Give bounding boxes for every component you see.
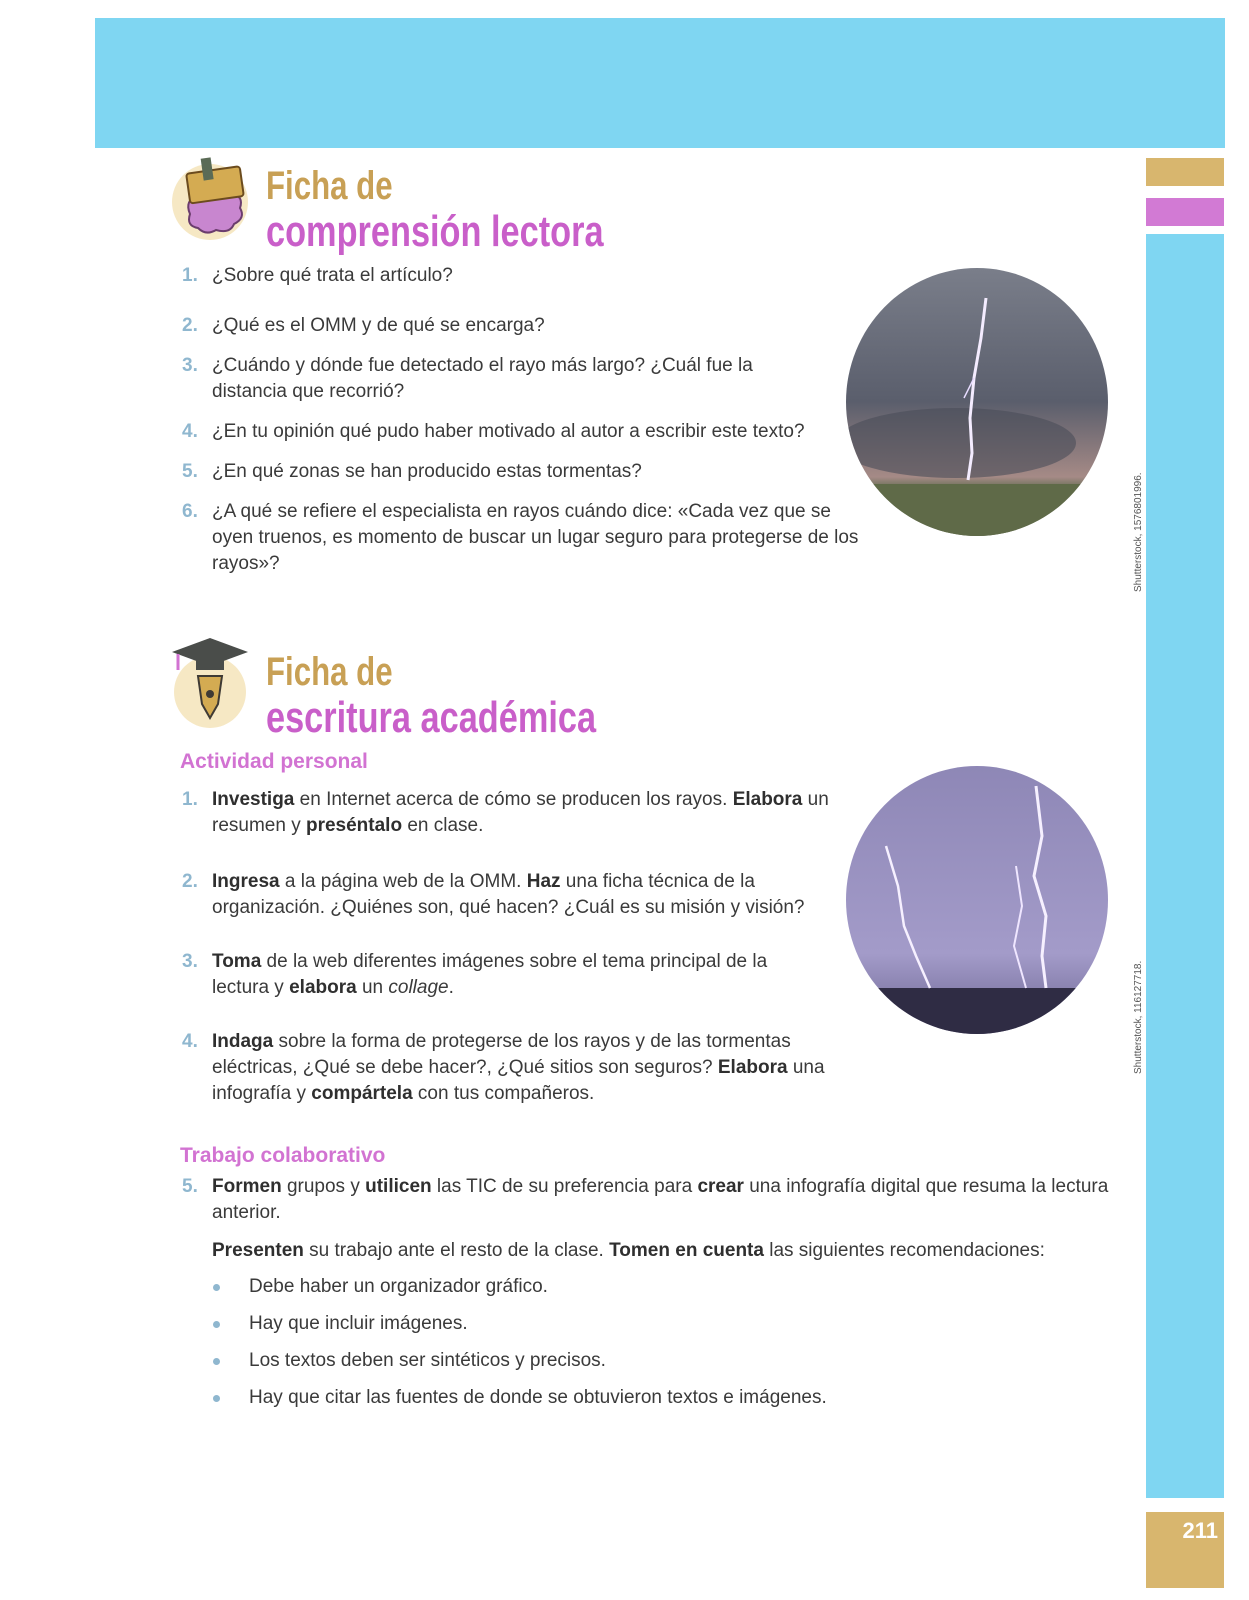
recommendations-list: [249, 1274, 1049, 1411]
comprehension-questions: [182, 263, 859, 577]
book-brain-icon: [168, 148, 258, 253]
collaborative-activity: [182, 1174, 1112, 1264]
list-item: 3. ¿Cuándo y dónde fue detectado el rayo más largo? ¿Cuál fue la distancia que recorrió?: [182, 355, 753, 402]
list-item: 4. ¿En tu opinión qué pudo haber motivado al autor a escribir este texto?: [182, 421, 805, 442]
list-item: 5. Formen grupos y utilicen las TIC de su preferencia para crear una infografía digital que resuma la lectura anterior.: [182, 1176, 1109, 1223]
bullet-icon: [213, 1284, 220, 1291]
personal-activities: [182, 787, 852, 1107]
title-line-1: Ficha de: [266, 650, 393, 694]
section-title: [266, 166, 604, 254]
header-band: [95, 18, 1225, 148]
list-item: 5. ¿En qué zonas se han producido estas tormentas?: [182, 461, 642, 482]
lightning-city-photo: [846, 766, 1108, 1034]
lightning-photo: [846, 268, 1108, 536]
side-band-blue: [1146, 234, 1224, 1498]
title-line-2: comprensión lectora: [266, 207, 604, 256]
side-tab-pink: [1146, 198, 1224, 226]
subhead-collab: Trabajo colaborativo: [180, 1144, 386, 1167]
list-item: 1. ¿Sobre qué trata el artículo?: [182, 265, 453, 286]
bullet-item: Debe haber un organizador gráfico.: [249, 1274, 1049, 1300]
section-title: [266, 652, 596, 740]
photo-credit: Shutterstock, 116127718.: [1133, 960, 1144, 1074]
pen-nib-graduation-cap-icon: [168, 632, 258, 737]
side-tab-gold: [1146, 158, 1224, 186]
bullet-item: Hay que citar las fuentes de donde se obtuvieron textos e imágenes.: [249, 1385, 1049, 1411]
page-number: 211: [1182, 1518, 1218, 1543]
list-item: 6. ¿A qué se refiere el especialista en rayos cuándo dice: «Cada vez que se oyen truenos, es momento de buscar un lugar seguro para protegerse de los rayos»?: [182, 501, 859, 574]
bullet-icon: [213, 1395, 220, 1402]
bullet-item: Hay que incluir imágenes.: [249, 1311, 1049, 1337]
title-line-1: Ficha de: [266, 164, 393, 208]
bullet-icon: [213, 1358, 220, 1365]
list-item: 3. Toma de la web diferentes imágenes sobre el tema principal de la lectura y elabora un collage.: [182, 951, 768, 998]
bullet-item: Los textos deben ser sintéticos y precisos.: [249, 1348, 1049, 1374]
instructions: Presenten su trabajo ante el resto de la clase. Tomen en cuenta las siguientes recomendaciones:: [212, 1240, 1045, 1261]
subhead-personal: Actividad personal: [180, 750, 368, 773]
bullet-icon: [213, 1321, 220, 1328]
list-item: 4. Indaga sobre la forma de protegerse de los rayos y de las tormentas eléctricas, ¿Qué se debe hacer?, ¿Qué sitios son seguros? Elabora una infografía y compártela con tus compañeros.: [182, 1031, 825, 1104]
list-item: 2. ¿Qué es el OMM y de qué se encarga?: [182, 315, 545, 336]
list-item: 2. Ingresa a la página web de la OMM. Haz una ficha técnica de la organización. ¿Quiénes son, qué hacen? ¿Cuál es su misión y visión?: [182, 871, 805, 918]
title-line-2: escritura académica: [266, 693, 597, 742]
list-item: 1. Investiga en Internet acerca de cómo se producen los rayos. Elabora un resumen y preséntalo en clase.: [182, 789, 829, 836]
photo-credit: Shutterstock, 1576801996.: [1133, 472, 1144, 592]
